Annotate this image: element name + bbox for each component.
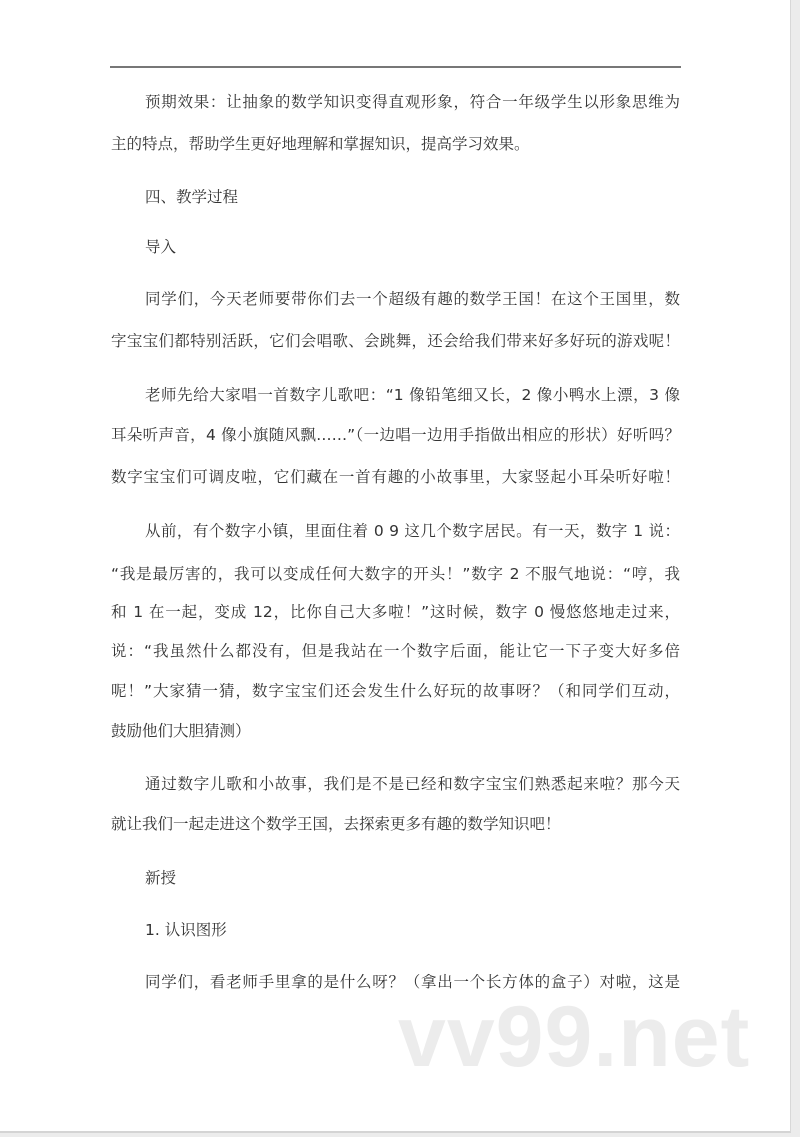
subsection-heading: 新授 xyxy=(145,869,177,887)
paragraph-line: 就让我们一起走进这个数学王国，去探索更多有趣的数学知识吧！ xyxy=(111,815,561,833)
paragraph-line: 和 1 在一起，变成 12，比你自己大多啦！”这时候，数字 0 慢悠悠地走过来， xyxy=(111,603,680,621)
watermark: vv99.net xyxy=(398,989,751,1085)
header-rule xyxy=(110,66,681,68)
paragraph-line: 字宝宝们都特别活跃，它们会唱歌、会跳舞，还会给我们带来好多好玩的游戏呢！ xyxy=(111,332,680,350)
paragraph-line: 从前，有个数字小镇，里面住着 0 9 这几个数字居民。有一天，数字 1 说： xyxy=(145,522,680,540)
paragraph-line: 说：“我虽然什么都没有，但是我站在一个数字后面，能让它一下子变大好多倍 xyxy=(111,642,680,660)
paragraph-line: 主的特点，帮助学生更好地理解和掌握知识，提高学习效果。 xyxy=(111,135,530,153)
subsection-heading: 导入 xyxy=(145,238,177,256)
paragraph-line: 预期效果：让抽象的数学知识变得直观形象，符合一年级学生以形象思维为 xyxy=(145,93,680,111)
paragraph-line: 同学们，今天老师要带你们去一个超级有趣的数学王国！在这个王国里，数 xyxy=(145,290,680,308)
paragraph-line: 通过数字儿歌和小故事，我们是不是已经和数字宝宝们熟悉起来啦？那今天 xyxy=(145,775,680,793)
paragraph-line: 数字宝宝们可调皮啦，它们藏在一首有趣的小故事里，大家竖起小耳朵听好啦！ xyxy=(111,468,680,486)
paragraph-line: 同学们，看老师手里拿的是什么呀？（拿出一个长方体的盒子）对啦，这是 xyxy=(145,973,680,991)
paragraph-line: 鼓励他们大胆猜测） xyxy=(111,722,251,740)
paragraph-line: 老师先给大家唱一首数字儿歌吧：“1 像铅笔细又长，2 像小鸭水上漂，3 像 xyxy=(145,386,680,404)
numbered-heading: 1. 认识图形 xyxy=(145,921,227,939)
section-heading: 四、教学过程 xyxy=(145,188,239,206)
paragraph-line: “我是最厉害的，我可以变成任何大数字的开头！”数字 2 不服气地说：“哼，我 xyxy=(111,565,680,583)
paragraph-line: 耳朵听声音，4 像小旗随风飘……”（一边唱一边用手指做出相应的形状）好听吗？ xyxy=(111,426,680,444)
paragraph-line: 呢！”大家猜一猜，数字宝宝们还会发生什么好玩的故事呀？（和同学们互动， xyxy=(111,682,680,700)
